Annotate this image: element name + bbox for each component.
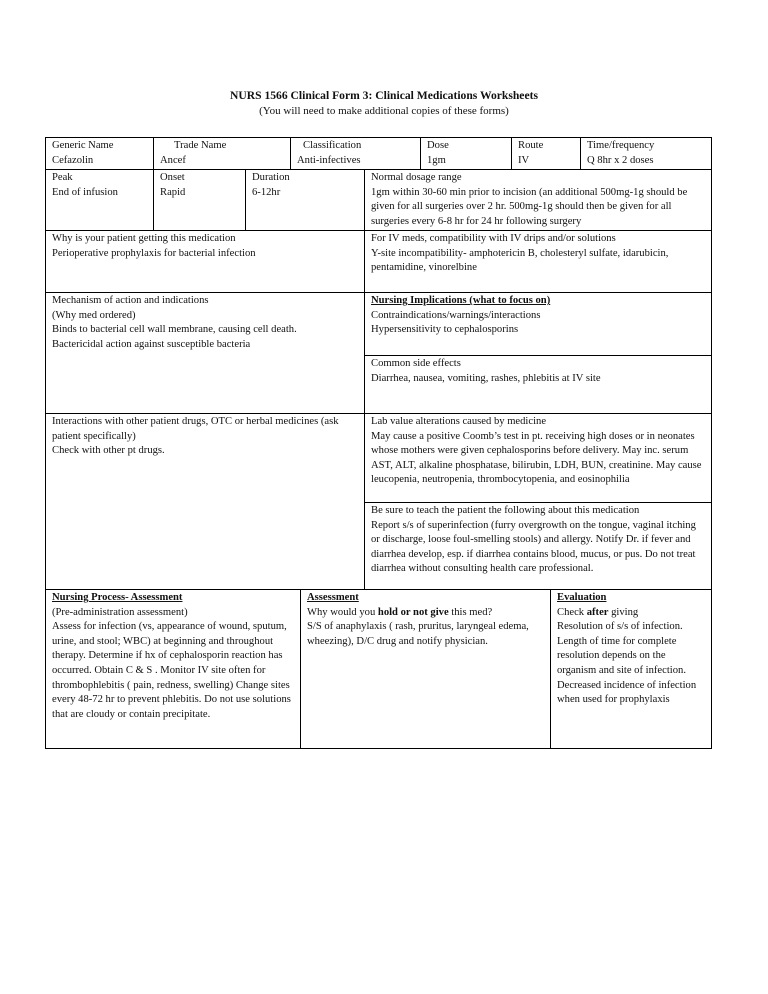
nursing-process-value: Assess for infection (vs, appearance of wound, sputum, urine, and stool; WBC) at beginning and throughout therapy. Determine if hx of cephalosporin reaction has occurred. Obtain C & S . Monitor IV site often for thrombophlebitis ( pain, redness, swelling) Change sites every 48-72 hr to prevent phlebitis. Do not use solutions that are cloudy or contain precipitate. bbox=[52, 621, 291, 720]
contraindications-label: Contraindications/warnings/interactions bbox=[371, 309, 541, 321]
trade-name-value: Ancef bbox=[160, 154, 186, 166]
evaluation-value: Resolution of s/s of infection. Length of time for complete resolution depends on the organism and site of infection. Decreased incidence of infection when used for prophylaxis bbox=[557, 621, 697, 706]
cell-trade-name bbox=[154, 138, 290, 169]
why-medication-value: Perioperative prophylaxis for bacterial infection bbox=[52, 247, 256, 259]
interactions-label: Interactions with other patient drugs, OTC or herbal medicines (ask patient specifically) bbox=[52, 416, 339, 442]
assessment-question-bold: hold or not give bbox=[377, 606, 449, 618]
onset-value: Rapid bbox=[160, 186, 186, 198]
mechanism-label: Mechanism of action and indications bbox=[52, 295, 209, 306]
lab-values-value: May cause a positive Coomb’s test in pt. receiving high doses or in neonates whose mothers were given cephalosporins before delivery. May inc. serum AST, ALT, alkaline phosphatase, bilirubin, LDH, BUN, creatinine. May cause leucopenia, neutropenia, thrombocytopenia, and eosinophilia bbox=[371, 430, 702, 486]
nursing-implications-heading: Nursing Implications (what to focus on) bbox=[371, 295, 551, 306]
cell-iv-compatibility bbox=[365, 231, 711, 292]
peak-label: Peak bbox=[52, 172, 73, 183]
assessment-heading: Assessment bbox=[307, 592, 359, 603]
evaluation-heading: Evaluation bbox=[557, 592, 607, 603]
cell-duration bbox=[246, 170, 364, 230]
cell-time-frequency bbox=[581, 138, 711, 169]
assessment-question-post: this med? bbox=[448, 606, 493, 618]
cell-peak bbox=[46, 170, 153, 230]
cell-dose bbox=[421, 138, 511, 169]
cell-patient-teaching bbox=[365, 503, 711, 589]
evaluation-prompt bbox=[557, 606, 705, 621]
iv-compatibility-label: For IV meds, compatibility with IV drips and/or solutions bbox=[371, 233, 616, 244]
side-effects-value: Diarrhea, nausea, vomiting, rashes, phlebitis at IV site bbox=[371, 372, 601, 384]
mechanism-value-1: Binds to bacterial cell wall membrane, causing cell death. bbox=[52, 324, 297, 336]
cell-interactions bbox=[46, 414, 364, 589]
iv-compatibility-value: Y-site incompatibility- amphotericin B, cholesteryl sulfate, idarubicin, pentamidine, vinorelbine bbox=[371, 247, 669, 274]
patient-teaching-value: Report s/s of superinfection (furry overgrowth on the tongue, vaginal itching or discharge, loose foul-smelling stools) and allergy. Notify Dr. if fever and diarrhea develop, esp. if diarrhea contains blood, mucus, or pus. Do not treat diarrhea without consulting health care professional. bbox=[371, 519, 696, 575]
generic-name-label: Generic Name bbox=[52, 140, 114, 151]
form-subtitle: (You will need to make additional copies of these forms) bbox=[259, 105, 509, 117]
patient-teaching-label: Be sure to teach the patient the following about this medication bbox=[371, 505, 640, 516]
onset-label: Onset bbox=[160, 172, 185, 183]
why-medication-label: Why is your patient getting this medication bbox=[52, 233, 236, 244]
cell-nursing-process bbox=[46, 590, 300, 748]
assessment-question-pre: Why would you bbox=[307, 606, 378, 618]
assessment-question bbox=[307, 606, 544, 621]
nursing-process-sublabel: (Pre-administration assessment) bbox=[52, 606, 188, 618]
generic-name-value: Cefazolin bbox=[52, 154, 94, 166]
cell-mechanism bbox=[46, 293, 364, 413]
mechanism-value-2: Bactericidal action against susceptible bacteria bbox=[52, 338, 251, 350]
evaluation-prompt-pre: Check bbox=[557, 606, 587, 618]
duration-value: 6-12hr bbox=[252, 186, 281, 198]
cell-evaluation bbox=[551, 590, 711, 748]
border-bottom bbox=[45, 748, 712, 749]
dose-label: Dose bbox=[427, 140, 449, 151]
cell-onset bbox=[154, 170, 245, 230]
interactions-value: Check with other pt drugs. bbox=[52, 445, 165, 457]
cell-side-effects bbox=[365, 356, 711, 413]
classification-label: Classification bbox=[303, 140, 362, 151]
mechanism-sublabel: (Why med ordered) bbox=[52, 309, 136, 321]
peak-value: End of infusion bbox=[52, 186, 118, 198]
side-effects-label: Common side effects bbox=[371, 358, 461, 369]
cell-normal-dosage bbox=[365, 170, 711, 230]
assessment-value: S/S of anaphylaxis ( rash, pruritus, laryngeal edema, wheezing), D/C drug and notify physician. bbox=[307, 621, 529, 647]
cell-nursing-implications bbox=[365, 293, 711, 355]
evaluation-prompt-post: giving bbox=[608, 606, 639, 618]
dose-value: 1gm bbox=[427, 154, 446, 166]
cell-route bbox=[512, 138, 580, 169]
normal-dosage-label: Normal dosage range bbox=[371, 172, 462, 183]
cell-classification bbox=[291, 138, 420, 169]
cell-why-medication bbox=[46, 231, 364, 292]
form-title: NURS 1566 Clinical Form 3: Clinical Medications Worksheets bbox=[230, 89, 538, 102]
classification-value: Anti-infectives bbox=[297, 154, 361, 166]
normal-dosage-value: 1gm within 30-60 min prior to incision (an additional 500mg-1g should be given for all surgeries over 2 hr. 500mg-1g should then be given for all surgeries every 6-8 hr for 24 hr following surgery bbox=[371, 186, 688, 227]
duration-label: Duration bbox=[252, 172, 290, 183]
form-header bbox=[0, 88, 768, 119]
contraindications-value: Hypersensitivity to cephalosporins bbox=[371, 324, 519, 336]
border-right bbox=[711, 137, 712, 749]
cell-assessment bbox=[301, 590, 550, 748]
cell-generic-name bbox=[46, 138, 153, 169]
evaluation-prompt-bold: after bbox=[586, 606, 609, 618]
route-label: Route bbox=[518, 140, 544, 151]
nursing-process-heading: Nursing Process- Assessment bbox=[52, 592, 183, 603]
lab-values-label: Lab value alterations caused by medicine bbox=[371, 416, 547, 427]
route-value: IV bbox=[518, 154, 530, 166]
cell-lab-values bbox=[365, 414, 711, 502]
trade-name-label: Trade Name bbox=[174, 140, 227, 151]
time-frequency-value: Q 8hr x 2 doses bbox=[587, 154, 654, 166]
time-frequency-label: Time/frequency bbox=[587, 140, 655, 151]
